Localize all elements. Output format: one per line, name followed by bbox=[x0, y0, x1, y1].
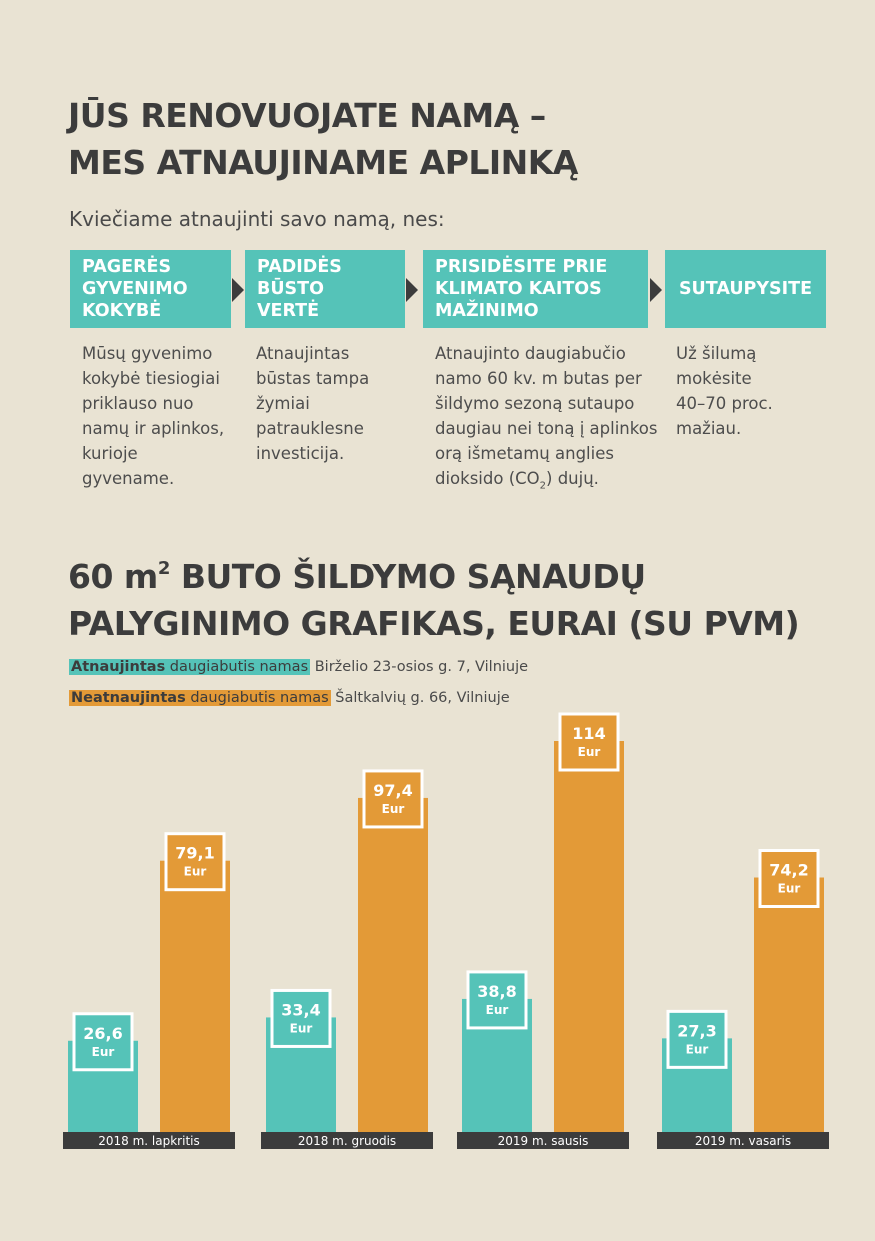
bar-unit-label: Eur bbox=[777, 881, 801, 896]
benefit-desc-climate-sub: 2 bbox=[539, 480, 547, 492]
legend-unrenovated-rest: daugiabutis namas bbox=[185, 690, 329, 706]
benefit-desc-savings: Už šilumą mokėsite 40–70 proc. mažiau. bbox=[676, 344, 773, 438]
category-label: 2018 m. gruodis bbox=[297, 1134, 397, 1148]
category-label: 2019 m. sausis bbox=[497, 1134, 589, 1148]
intro-text: Kviečiame atnaujinti savo namą, nes: bbox=[69, 207, 445, 231]
arrow-right-icon bbox=[650, 278, 662, 302]
chart-title-line2: PALYGINIMO GRAFIKAS, EURAI (SU PVM) bbox=[68, 604, 800, 643]
bar-value-label: 26,6 bbox=[83, 1023, 123, 1043]
benefit-box-quality: PAGERĖS GYVENIMO KOKYBĖ bbox=[70, 250, 231, 328]
bar-unit-label: Eur bbox=[91, 1044, 115, 1059]
benefit-desc-value: Atnaujintas būstas tampa žymiai patrauklesne investicija. bbox=[256, 344, 370, 463]
bar-unit-label: Eur bbox=[685, 1042, 709, 1057]
benefit-desc-quality: Mūsų gyvenimo kokybė tiesiogiai priklauso nuo namų ir aplinkos, kurioje gyvename. bbox=[82, 344, 225, 488]
bar-unrenovated bbox=[160, 861, 230, 1132]
chart-title-line1-post: BUTO ŠILDYMO SĄNAUDŲ bbox=[169, 557, 646, 596]
legend-renovated-bold: Atnaujintas bbox=[71, 659, 166, 675]
benefit-desc-climate-main: Atnaujinto daugiabučio namo 60 kv. m butas per šildymo sezoną sutaupo daugiau nei toną į aplinkos orą išmetamų anglies dioksido (CO bbox=[435, 344, 658, 488]
bar-value-label: 38,8 bbox=[477, 981, 517, 1001]
benefit-desc-climate-end: ) dujų. bbox=[546, 469, 599, 488]
arrow-right-icon bbox=[406, 278, 418, 302]
bar-unit-label: Eur bbox=[289, 1021, 313, 1036]
bar-value-label: 27,3 bbox=[677, 1021, 717, 1041]
category-label: 2018 m. lapkritis bbox=[98, 1134, 200, 1148]
bar-value-label: 33,4 bbox=[281, 1000, 321, 1020]
legend-renovated-rest: daugiabutis namas bbox=[165, 659, 309, 675]
legend-renovated bbox=[69, 657, 528, 677]
arrow-right-icon bbox=[232, 278, 244, 302]
chart-title-superscript: 2 bbox=[157, 558, 170, 579]
page-title-line2: MES ATNAUJINAME APLINKĄ bbox=[68, 143, 578, 182]
bar-value-label: 74,2 bbox=[769, 860, 809, 880]
bar-unit-label: Eur bbox=[485, 1002, 509, 1017]
bar-value-label: 114 bbox=[572, 724, 606, 743]
bar-value-label: 97,4 bbox=[373, 780, 413, 800]
chart-title-line1-pre: 60 m bbox=[68, 557, 158, 596]
benefit-desc-climate bbox=[435, 341, 657, 498]
benefit-box-climate: PRISIDĖSITE PRIE KLIMATO KAITOS MAŽINIMO bbox=[423, 250, 648, 328]
legend-renovated-address: Birželio 23-osios g. 7, Vilniuje bbox=[310, 659, 529, 675]
bar-unit-label: Eur bbox=[577, 745, 601, 759]
legend-unrenovated-bold: Neatnaujintas bbox=[71, 690, 186, 706]
bar-unrenovated bbox=[554, 741, 624, 1132]
benefit-box-value: PADIDĖS BŪSTO VERTĖ bbox=[245, 250, 405, 328]
category-label: 2019 m. vasaris bbox=[694, 1134, 792, 1148]
page-title-line1: JŪS RENOVUOJATE NAMĄ – bbox=[68, 96, 546, 135]
bar-chart bbox=[0, 700, 875, 1160]
bar-unrenovated bbox=[358, 798, 428, 1132]
page-title bbox=[68, 92, 578, 186]
bar-unit-label: Eur bbox=[183, 864, 207, 879]
chart-title-line1 bbox=[68, 545, 799, 600]
legend-unrenovated-address: Šaltkalvių g. 66, Vilniuje bbox=[330, 690, 510, 706]
bar-unit-label: Eur bbox=[381, 801, 405, 816]
legend-swatch-renovated bbox=[69, 659, 310, 675]
chart-title bbox=[68, 545, 799, 647]
bar-value-label: 79,1 bbox=[175, 843, 215, 863]
bar-unrenovated bbox=[754, 878, 824, 1132]
benefit-box-savings: SUTAUPYSITE bbox=[665, 250, 826, 328]
